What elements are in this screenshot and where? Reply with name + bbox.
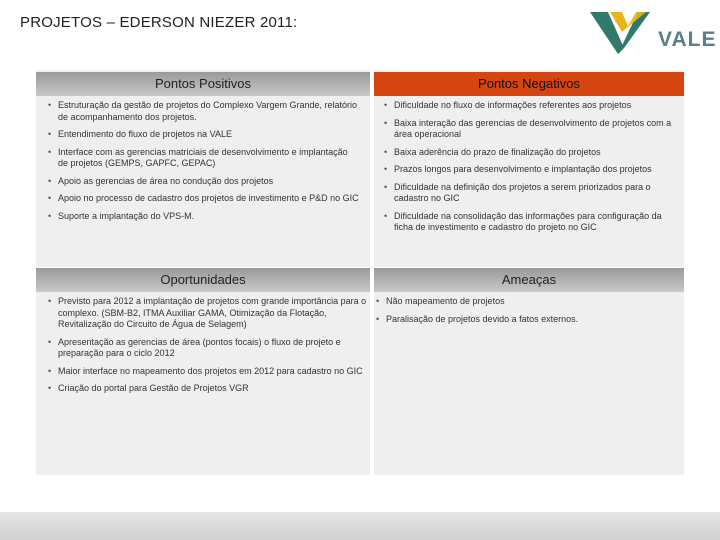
footer-bar <box>0 512 720 540</box>
threats-list <box>376 296 676 331</box>
list-item: • Paralisação de projetos devido a fatos externos. <box>376 314 676 326</box>
list-item: • Apresentação as gerencias de área (pontos focais) o fluxo de projeto e preparação para o ciclo 2012 <box>48 337 368 360</box>
threats-header: Ameaças <box>374 268 684 292</box>
list-item: • Apoio as gerencias de área no condução dos projetos <box>48 176 360 188</box>
opportunities-header: Oportunidades <box>36 268 370 292</box>
strengths-list <box>48 100 360 228</box>
list-item: • Não mapeamento de projetos <box>376 296 676 308</box>
list-item: • Entendimento do fluxo de projetos na VALE <box>48 129 360 141</box>
vale-logo-text: VALE <box>658 28 717 51</box>
list-item: • Maior interface no mapeamento dos projetos em 2012 para cadastro no GIC <box>48 366 368 378</box>
list-item: • Dificuldade na definição dos projetos a serem priorizados para o cadastro no GIC <box>384 182 680 205</box>
weaknesses-header: Pontos Negativos <box>374 72 684 96</box>
opportunities-list <box>48 296 368 401</box>
list-item: • Dificuldade na consolidação das informações para configuração da ficha de investimento e cadastro do projeto no GIC <box>384 211 680 234</box>
list-item: • Apoio no processo de cadastro dos projetos de investimento e P&D no GIC <box>48 193 360 205</box>
list-item: • Dificuldade no fluxo de informações referentes aos projetos <box>384 100 680 112</box>
page-title: PROJETOS – EDERSON NIEZER 2011: <box>20 14 298 31</box>
list-item: • Baixa aderência do prazo de finalização do projetos <box>384 147 680 159</box>
list-item: • Suporte a implantação do VPS-M. <box>48 211 360 223</box>
weaknesses-list <box>384 100 680 240</box>
list-item: • Baixa interação das gerencias de desenvolvimento de projetos com a área operacional <box>384 118 680 141</box>
list-item: • Prazos longos para desenvolvimento e implantação dos projetos <box>384 164 680 176</box>
strengths-header: Pontos Positivos <box>36 72 370 96</box>
list-item: • Criação do portal para Gestão de Projetos VGR <box>48 383 368 395</box>
list-item: • Estruturação da gestão de projetos do Complexo Vargem Grande, relatório de acompanhamento dos projetos. <box>48 100 360 123</box>
list-item: • Previsto para 2012 a implantação de projetos com grande importância para o complexo. (SBM-B2, ITMA Auxiliar GAMA, Otimização da Flotação, Revitalização do Circuito de Água de Selagem) <box>48 296 368 331</box>
list-item: • Interface com as gerencias matriciais de desenvolvimento e implantação de projetos (GEMPS, GAPFC, GEPAC) <box>48 147 360 170</box>
